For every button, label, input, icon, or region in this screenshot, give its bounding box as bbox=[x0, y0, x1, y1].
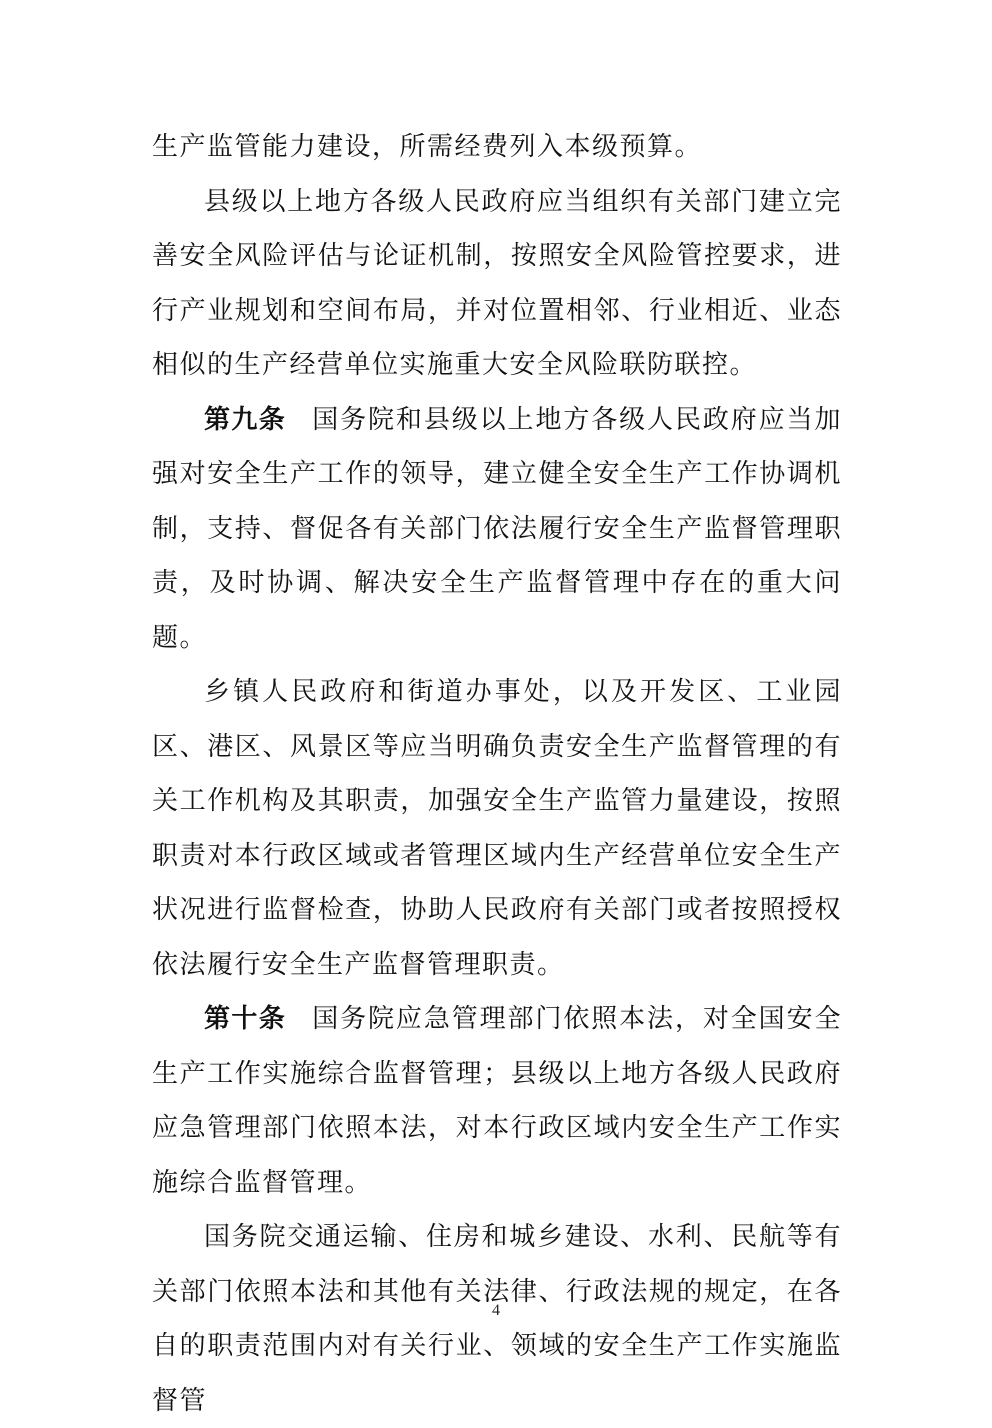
paragraph-3-article-9 bbox=[152, 393, 842, 666]
paragraph-text: 国务院和县级以上地方各级人民政府应当加强对安全生产工作的领导，建立健全安全生产工作协调机制，支持、督促各有关部门依法履行安全生产监督管理职责，及时协调、解决安全生产监督管理中存在的重大问题。 bbox=[152, 404, 842, 653]
paragraph-2 bbox=[152, 175, 842, 393]
paragraph-text: 生产监管能力建设，所需经费列入本级预算。 bbox=[152, 132, 703, 162]
paragraph-text: 国务院交通运输、住房和城乡建设、水利、民航等有关部门依照本法和其他有关法律、行政法规的规定，在各自的职责范围内对有关行业、领域的安全生产工作实施监督管 bbox=[152, 1222, 842, 1416]
paragraph-4 bbox=[152, 665, 842, 992]
page-number: 4 bbox=[492, 1302, 500, 1319]
paragraph-text: 国务院应急管理部门依照本法，对全国安全生产工作实施综合监督管理；县级以上地方各级人民政府应急管理部门依照本法，对本行政区域内安全生产工作实施综合监督管理。 bbox=[152, 1004, 842, 1198]
paragraph-text: 县级以上地方各级人民政府应当组织有关部门建立完善安全风险评估与论证机制，按照安全风险管控要求，进行产业规划和空间布局，并对位置相邻、行业相近、业态相似的生产经营单位实施重大安全风险联防联控。 bbox=[152, 186, 842, 380]
document-body bbox=[152, 120, 842, 1428]
paragraph-text: 乡镇人民政府和街道办事处，以及开发区、工业园区、港区、风景区等应当明确负责安全生产监督管理的有关工作机构及其职责，加强安全生产监管力量建设，按照职责对本行政区域或者管理区域内生产经营单位安全生产状况进行监督检查，协助人民政府有关部门或者按照授权依法履行安全生产监督管理职责。 bbox=[152, 677, 842, 980]
paragraph-5-article-10 bbox=[152, 992, 842, 1210]
paragraph-1 bbox=[152, 120, 842, 175]
article-heading: 第九条 bbox=[204, 404, 287, 435]
article-heading: 第十条 bbox=[204, 1004, 287, 1034]
